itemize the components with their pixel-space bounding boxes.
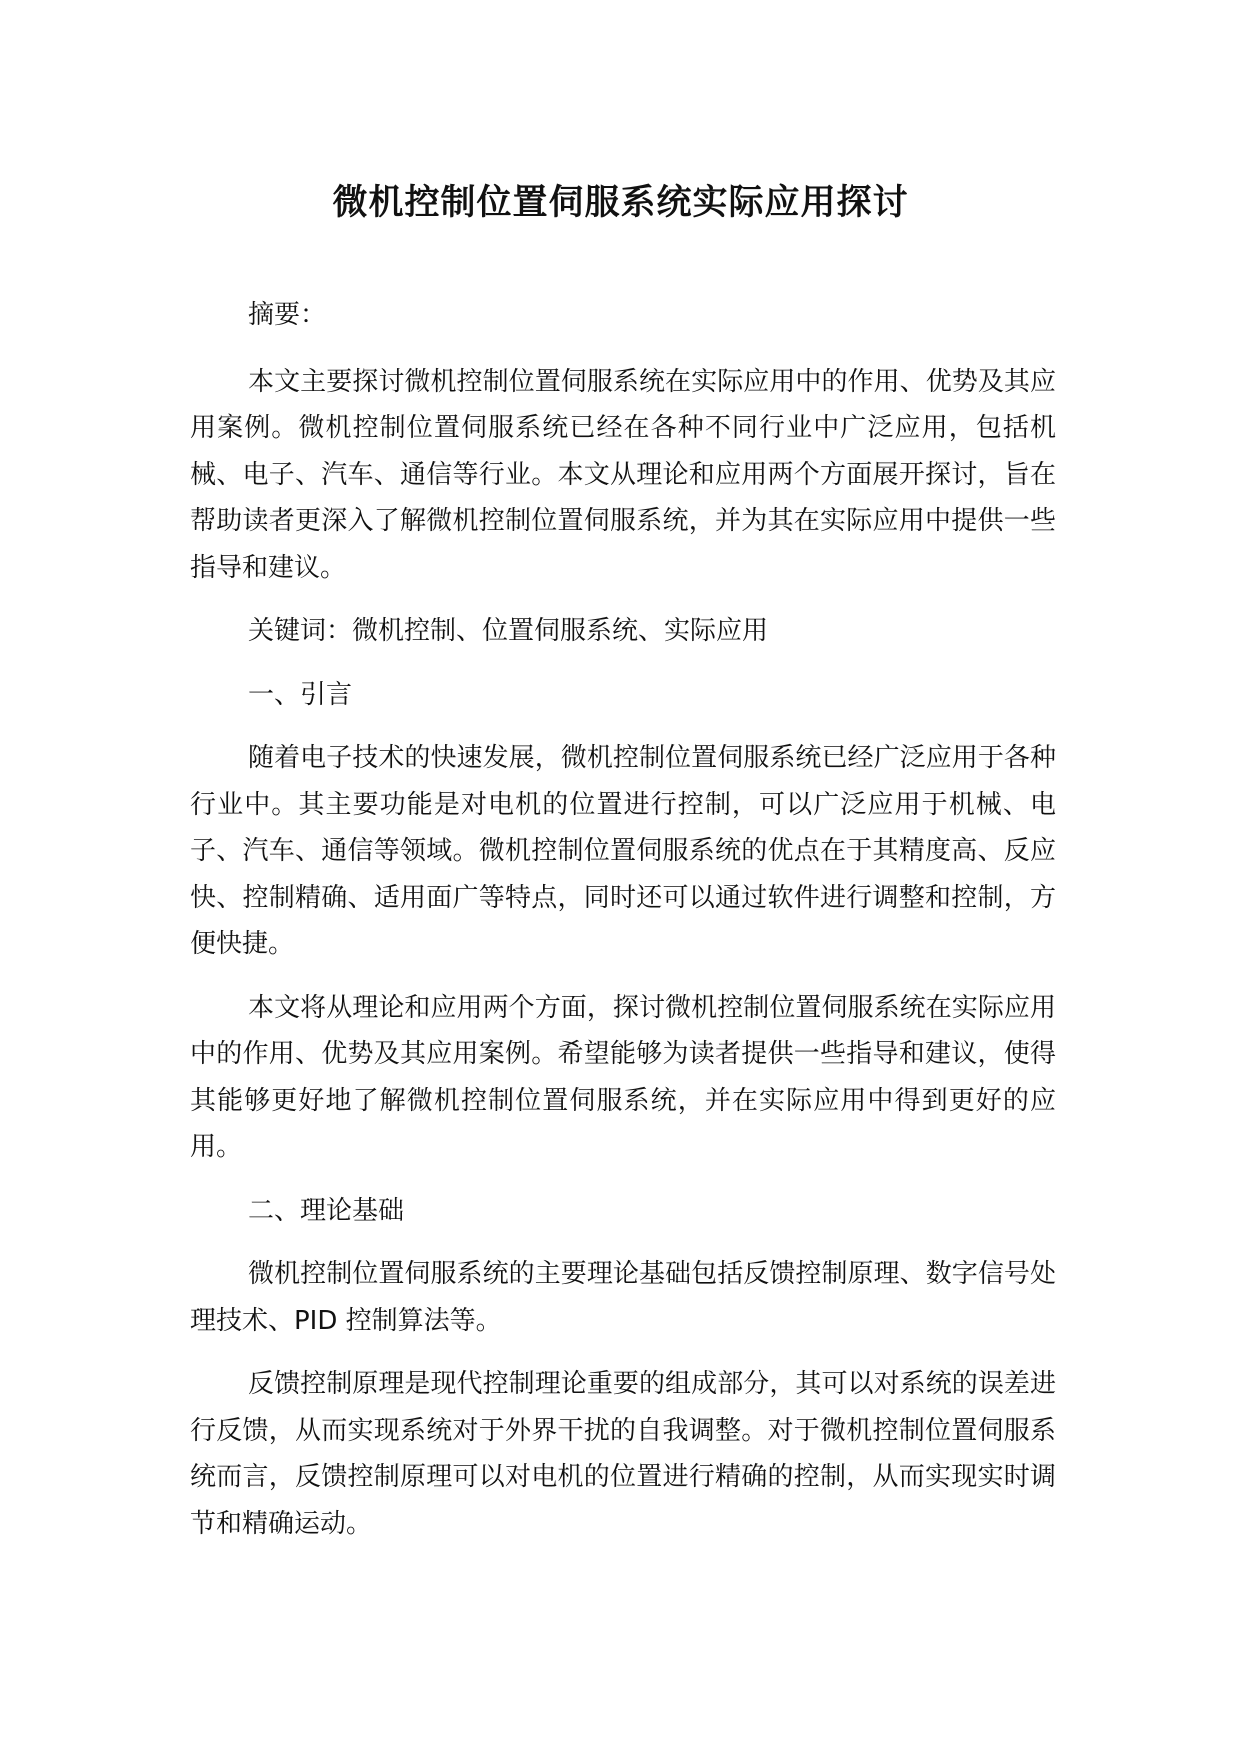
introduction-paragraph-1: 随着电子技术的快速发展，微机控制位置伺服系统已经广泛应用于各种行业中。其主要功能是对电机的位置进行控制，可以广泛应用于机械、电子、汽车、通信等领域。微机控制位置伺服系统的优点在于其精度高、反应快、控制精确、适用面广等特点，同时还可以通过软件进行调整和控制，方便快捷。 xyxy=(190,743,1056,959)
keywords-line: 关键词：微机控制、位置伺服系统、实际应用 xyxy=(248,616,769,646)
document-title: 微机控制位置伺服系统实际应用探讨 xyxy=(332,183,909,223)
theory-paragraph-1: 微机控制位置伺服系统的主要理论基础包括反馈控制原理、数字信号处理技术、PID 控制算法等。 xyxy=(190,1259,1056,1336)
abstract-paragraph: 本文主要探讨微机控制位置伺服系统在实际应用中的作用、优势及其应用案例。微机控制位置伺服系统已经在各种不同行业中广泛应用，包括机械、电子、汽车、通信等行业。本文从理论和应用两个方面展开探讨，旨在帮助读者更深入了解微机控制位置伺服系统，并为其在实际应用中提供一些指导和建议。 xyxy=(190,366,1056,583)
document-body xyxy=(190,292,1056,1547)
theory-paragraph-2: 反馈控制原理是现代控制理论重要的组成部分，其可以对系统的误差进行反馈，从而实现系统对于外界干扰的自我调整。对于微机控制位置伺服系统而言，反馈控制原理可以对电机的位置进行精确的控制，从而实现实时调节和精确运动。 xyxy=(190,1369,1056,1539)
introduction-paragraph-2: 本文将从理论和应用两个方面，探讨微机控制位置伺服系统在实际应用中的作用、优势及其应用案例。希望能够为读者提供一些指导和建议，使得其能够更好地了解微机控制位置伺服系统，并在实际应用中得到更好的应用。 xyxy=(190,992,1056,1162)
section-heading-introduction: 一、引言 xyxy=(248,679,353,710)
abstract-heading: 摘要： xyxy=(248,300,327,330)
section-heading-theory: 二、理论基础 xyxy=(248,1195,405,1226)
